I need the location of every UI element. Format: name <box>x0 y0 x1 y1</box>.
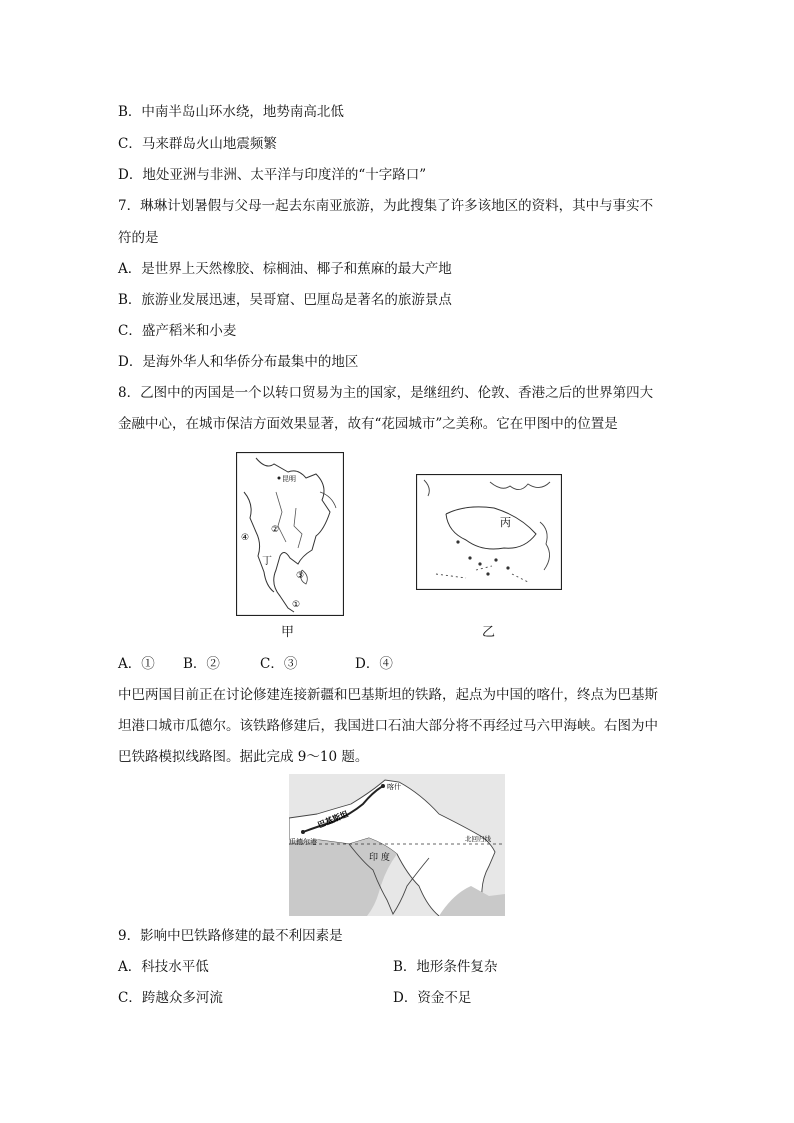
map-jia-marker-4: ④ <box>241 533 250 543</box>
q8-option-c: C．③ <box>260 656 298 672</box>
q7-option-a: A．是世界上天然橡胶、棕榈油、椰子和蕉麻的最大产地 <box>118 261 452 277</box>
q8-option-d: D．④ <box>355 656 393 672</box>
passage-line3: 巴铁路模拟线路图。据此完成 9～10 题。 <box>118 749 369 765</box>
map-jia-drawing <box>236 452 344 616</box>
q9-option-d: D．资金不足 <box>393 990 472 1006</box>
q7-stem-line1: 7．琳琳计划暑假与父母一起去东南亚旅游，为此搜集了许多该地区的资料，其中与事实不 <box>118 198 654 214</box>
q9-option-c: C．跨越众多河流 <box>118 990 223 1006</box>
map-jia-marker-1: ① <box>292 600 301 610</box>
passage-line2: 坦港口城市瓜德尔。该铁路修建后，我国进口石油大部分将不再经过马六甲海峡。右图为中 <box>118 718 658 734</box>
railway-map-drawing <box>289 774 505 916</box>
railway-map-tropic: 北回归线 <box>465 835 491 843</box>
map-yi <box>416 474 562 590</box>
railway-map-india: 印 度 <box>369 853 390 863</box>
map-jia-kunming: 昆明 <box>282 475 296 483</box>
q9-option-a: A．科技水平低 <box>118 959 209 975</box>
passage-line1: 中巴两国目前正在讨论修建连接新疆和巴基斯坦的铁路，起点为中国的喀什，终点为巴基斯 <box>118 687 658 703</box>
q7-stem-line2: 符的是 <box>118 230 159 246</box>
railway-map-pakistan: 巴基斯坦 <box>316 809 350 830</box>
railway-map-gwadar: 瓜德尔港 <box>289 838 317 846</box>
map-yi-drawing <box>416 474 562 590</box>
q7-option-c: C．盛产稻米和小麦 <box>118 323 237 339</box>
q6-option-b: B．中南半岛山环水绕，地势南高北低 <box>118 104 344 120</box>
q6-option-c: C．马来群岛火山地震频繁 <box>118 136 277 152</box>
q7-option-b: B．旅游业发展迅速，吴哥窟、巴厘岛是著名的旅游景点 <box>118 292 452 308</box>
map-jia-marker-3: ③ <box>296 571 305 581</box>
map-yi-bing: 丙 <box>500 516 511 529</box>
q8-option-a: A．① <box>118 656 155 672</box>
map-jia-marker-2: ② <box>271 525 280 535</box>
map-yi-caption: 乙 <box>482 625 496 640</box>
map-jia <box>236 452 344 616</box>
q9-stem: 9．影响中巴铁路修建的最不利因素是 <box>118 928 343 944</box>
railway-map <box>289 774 505 916</box>
q8-stem-line1: 8．乙图中的丙国是一个以转口贸易为主的国家，是继纽约、伦敦、香港之后的世界第四大 <box>118 385 654 401</box>
map-jia-caption: 甲 <box>281 625 295 640</box>
map-jia-ding: 丁 <box>262 556 272 567</box>
q6-option-d: D．地处亚洲与非洲、太平洋与印度洋的“十字路口” <box>118 167 427 183</box>
q8-options <box>118 654 393 674</box>
q8-option-b: B．② <box>183 656 220 672</box>
q8-stem-line2: 金融中心，在城市保洁方面效果显著，故有“花园城市”之美称。它在甲图中的位置是 <box>118 416 618 432</box>
q9-option-b: B．地形条件复杂 <box>393 959 498 975</box>
q7-option-d: D．是海外华人和华侨分布最集中的地区 <box>118 354 359 370</box>
railway-map-kashgar: 喀什 <box>387 783 401 791</box>
